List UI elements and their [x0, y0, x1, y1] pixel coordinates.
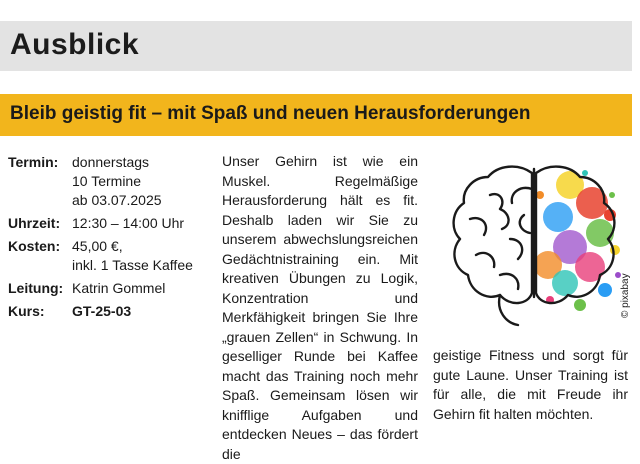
- termin-value: [72, 153, 208, 210]
- kurs-value: GT-25-03: [72, 303, 132, 319]
- termin-line: 10 Termine: [72, 173, 142, 189]
- image-credit: © pixabay: [620, 273, 631, 318]
- description-column-1: Unser Gehirn ist wie ein Muskel. Regelmäßige Herausforderung hält es fit. Deshalb laden wir Sie zu unserem abwechslungsreichen Gedächtnistraining ein. Mit kreativen Übungen zu Logik, Konzentration und Merkfähigkeit bringen Sie Ihre „grauen Zellen“ in Schwung. In geselliger Runde bei Kaffee macht das Training noch mehr Spaß. Gemeinsam lösen wir knifflige Aufgaben und entdecken Neues – das fördert die: [222, 153, 418, 462]
- uhrzeit-row: [8, 214, 208, 233]
- headline-bar: [0, 94, 632, 136]
- kosten-line: 45,00 €,: [72, 238, 123, 254]
- section-title: Ausblick: [10, 28, 140, 61]
- kosten-row: [8, 237, 208, 275]
- termin-line: ab 03.07.2025: [72, 192, 162, 208]
- leitung-row: [8, 279, 208, 298]
- leitung-value: Katrin Gommel: [72, 280, 166, 296]
- course-headline: Bleib geistig fit – mit Spaß und neuen Herausforderungen: [10, 103, 531, 124]
- kosten-label: Kosten:: [8, 238, 61, 254]
- brain-illustration: [440, 155, 625, 335]
- termin-line: donnerstags: [72, 154, 150, 170]
- description-column-2: geistige Fitness und sorgt für gute Laune. Unser Training ist für alle, die mit Freude ihr Gehirn fit halten möchten.: [433, 347, 628, 422]
- kurs-label: Kurs:: [8, 303, 45, 319]
- section-header: [0, 21, 632, 71]
- uhrzeit-label: Uhrzeit:: [8, 215, 61, 231]
- termin-label: Termin:: [8, 154, 59, 170]
- brain-icon: [440, 155, 625, 335]
- course-details: [8, 153, 208, 325]
- kosten-value: [72, 237, 208, 275]
- uhrzeit-value: 12:30 – 14:00 Uhr: [72, 215, 185, 231]
- kosten-line: inkl. 1 Tasse Kaffee: [72, 257, 193, 273]
- termin-row: [8, 153, 208, 210]
- leitung-label: Leitung:: [8, 280, 64, 296]
- kurs-row: [8, 302, 208, 321]
